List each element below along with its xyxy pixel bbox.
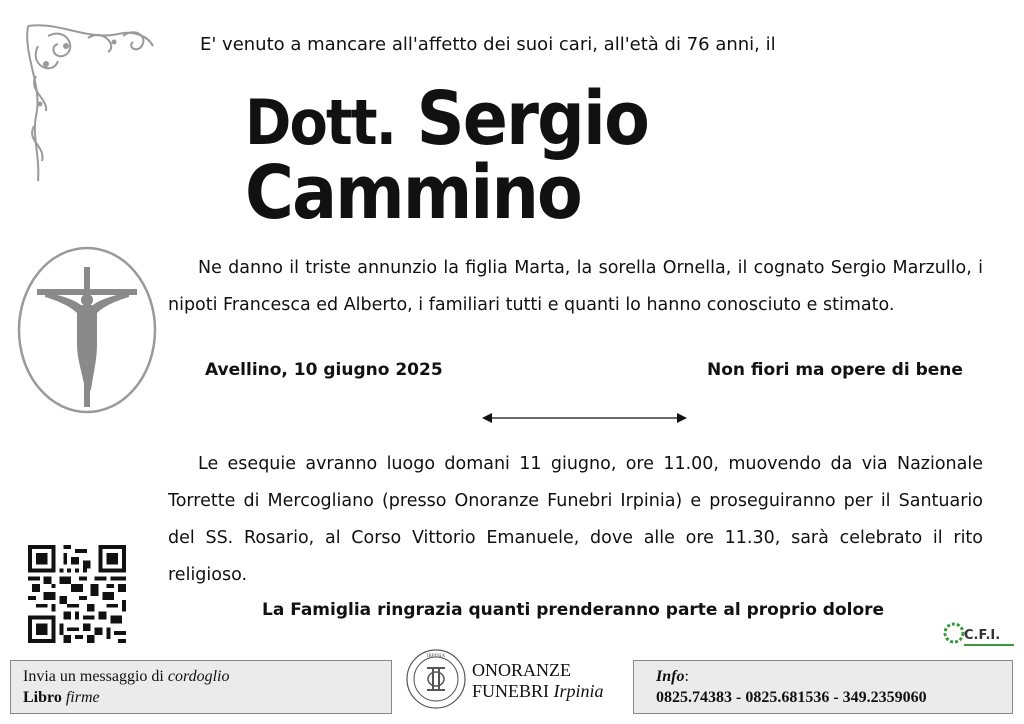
guestbook-link[interactable] [23, 687, 379, 708]
deceased-title: Dott. [245, 86, 396, 159]
crucifix-icon [15, 245, 160, 415]
deceased-fullname: Sergio Cammino [245, 76, 649, 236]
condolence-box[interactable] [10, 660, 392, 714]
funeral-paragraph: Le esequie avranno luogo domani 11 giugno, ore 11.00, muovendo da via Nazionale Torrette di Mercogliano (presso Onoranze Funebri Irpinia) e proseguiranno per il Santuario del SS. Rosario, al Corso Vittorio Emanuele, dove alle ore 11.30, sarà celebrato il rito religioso. [168, 454, 983, 585]
intro-text: E' venuto a mancare all'affetto dei suoi cari, all'età di 76 anni, il [200, 34, 776, 55]
deceased-name [245, 76, 946, 236]
info-label: Info [656, 668, 685, 685]
place-date: Avellino, 10 giugno 2025 [205, 360, 443, 380]
condolence-word: cordoglio [167, 668, 230, 685]
info-box [633, 660, 1013, 714]
info-colon: : [684, 668, 689, 685]
phone-numbers[interactable]: 0825.74383 - 0825.681536 - 349.2359060 [656, 689, 927, 706]
company-name [472, 660, 604, 702]
company-line1: ONORANZE [472, 660, 571, 680]
announcement-paragraph: Ne danno il triste annunzio la figlia Marta, la sorella Ornella, il cognato Sergio Marzullo, i nipoti Francesca ed Alberto, i familiari tutti e quanti lo hanno conosciuto e stimato. [168, 258, 983, 315]
cfi-logo-icon [940, 620, 1018, 652]
logo-ring-text: IRPINIA [426, 654, 446, 659]
thanks-line: La Famiglia ringrazia quanti prenderanno parte al proprio dolore [262, 600, 885, 620]
cfi-logo-text: C.F.I. [964, 628, 1001, 643]
qr-code-icon[interactable] [28, 545, 126, 643]
no-flowers-note: Non fiori ma opere di bene [707, 360, 963, 380]
company-line2-italic: Irpinia [553, 681, 604, 701]
company-logo-icon [405, 648, 467, 710]
send-condolence-link[interactable] [23, 666, 379, 687]
guestbook-label: Libro [23, 689, 66, 706]
guestbook-word: firme [65, 689, 100, 706]
corner-ornament-icon [18, 16, 158, 186]
company-line2: FUNEBRI [472, 681, 554, 701]
send-message-label: Invia un messaggio di [23, 668, 168, 685]
double-arrow-icon [482, 408, 687, 428]
